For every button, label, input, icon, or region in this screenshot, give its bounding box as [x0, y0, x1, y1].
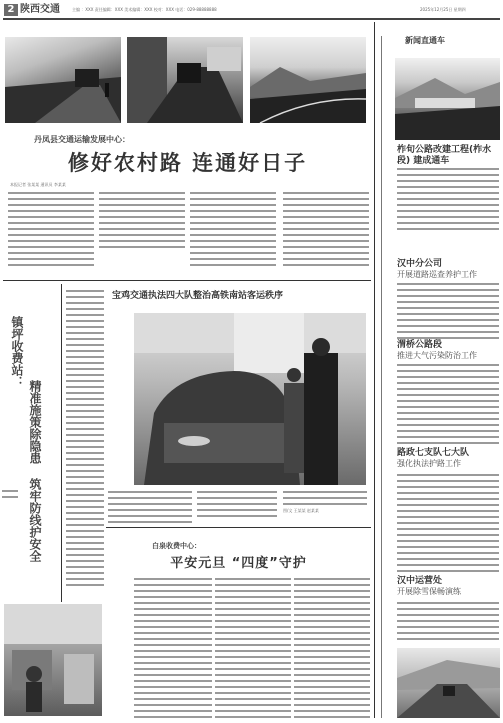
article1-text-col-3 [190, 192, 276, 266]
sidebar-item-5-title: 汉中运营处 [397, 576, 443, 586]
sidebar-item-2-text-b [397, 307, 499, 335]
article1-kicker: 丹凤县交通运输发展中心： [34, 135, 130, 144]
sidebar-item-4-text [397, 474, 499, 572]
article1-text-col-2 [99, 192, 185, 248]
toll-station-photo [4, 604, 102, 716]
road-paving-photo-3 [250, 37, 366, 123]
road-paving-photo-1 [5, 37, 121, 123]
article1-byline: 本报记者 张某某 通讯员 李某某 [10, 182, 66, 187]
sidebar-item-3-text [397, 364, 499, 446]
article2-headline: 宝鸡交通执法四大队整治高铁南站客运秩序 [112, 291, 284, 301]
article1-text-col-1 [8, 192, 94, 266]
article3-text-col-2 [215, 578, 291, 718]
road-paving-photo-2 [127, 37, 243, 123]
sidebar-item-1-title: 柞旬公路改建工程(柞水段) 建成通车 [397, 145, 492, 166]
article1-text-col-5 [283, 216, 369, 266]
header-rule [3, 18, 500, 20]
article3-kicker: 白泉收费中心： [152, 542, 201, 550]
article2-photo [134, 313, 366, 485]
article2-bottom-rule [106, 527, 371, 528]
sidebar-snow-road-photo [397, 648, 500, 718]
vertical-article-text-2 [2, 490, 18, 500]
vertical-article-headline: 精准施策除隐患 筑牢防线护安全 [28, 380, 42, 562]
sidebar-item-2-subtitle: 开展道路巡查养护工作 [397, 270, 477, 279]
sidebar-item-4-title: 路政七支队七大队 [397, 448, 470, 458]
page-header [0, 0, 503, 18]
sidebar-item-5-subtitle: 开展除雪保畅演练 [397, 587, 461, 596]
sidebar-road-photo [395, 58, 500, 140]
vertical-article-kicker: 镇坪收费站： [10, 316, 24, 388]
header-info: 主编 ：XXX 责任编辑：XXX 美术编辑：XXX 校对：XXX 电话：029-88888888 [72, 7, 217, 12]
main-sidebar-divider [374, 22, 375, 718]
section-title: 陕西交通 [20, 4, 60, 15]
article1-headline: 修好农村路 连通好日子 [67, 151, 308, 175]
sidebar-item-1-text [397, 168, 499, 232]
article3-text-col-1 [134, 578, 212, 718]
article3-text-col-3 [294, 578, 370, 718]
sidebar-item-5-text [397, 602, 499, 642]
vertical-article-text-1 [66, 290, 104, 590]
article2-caption-col-3 [283, 491, 367, 505]
article3-headline: 平安元旦 “四度”守护 [170, 556, 307, 571]
article2-caption-col-1 [108, 491, 192, 523]
article1-bottom-rule [3, 280, 371, 281]
article2-caption-col-2 [197, 491, 277, 517]
sidebar-section-title: 新闻直通车 [405, 36, 445, 45]
sidebar-left-rule [381, 36, 382, 718]
page-number: 2 [4, 4, 18, 16]
article1-text-col-4 [283, 192, 369, 212]
sidebar-item-3-title: 渭桥公路段 [397, 340, 443, 350]
vertical-article-divider [61, 284, 62, 602]
sidebar-item-4-subtitle: 强化执法护路工作 [397, 459, 461, 468]
article2-byline: 图/文 王某某 赵某某 [283, 508, 319, 513]
header-date: 2025年12月25日 星期四 [420, 7, 466, 12]
sidebar-item-3-subtitle: 推进大气污染防治工作 [397, 351, 477, 360]
sidebar-item-2-title: 汉中分公司 [397, 259, 443, 269]
